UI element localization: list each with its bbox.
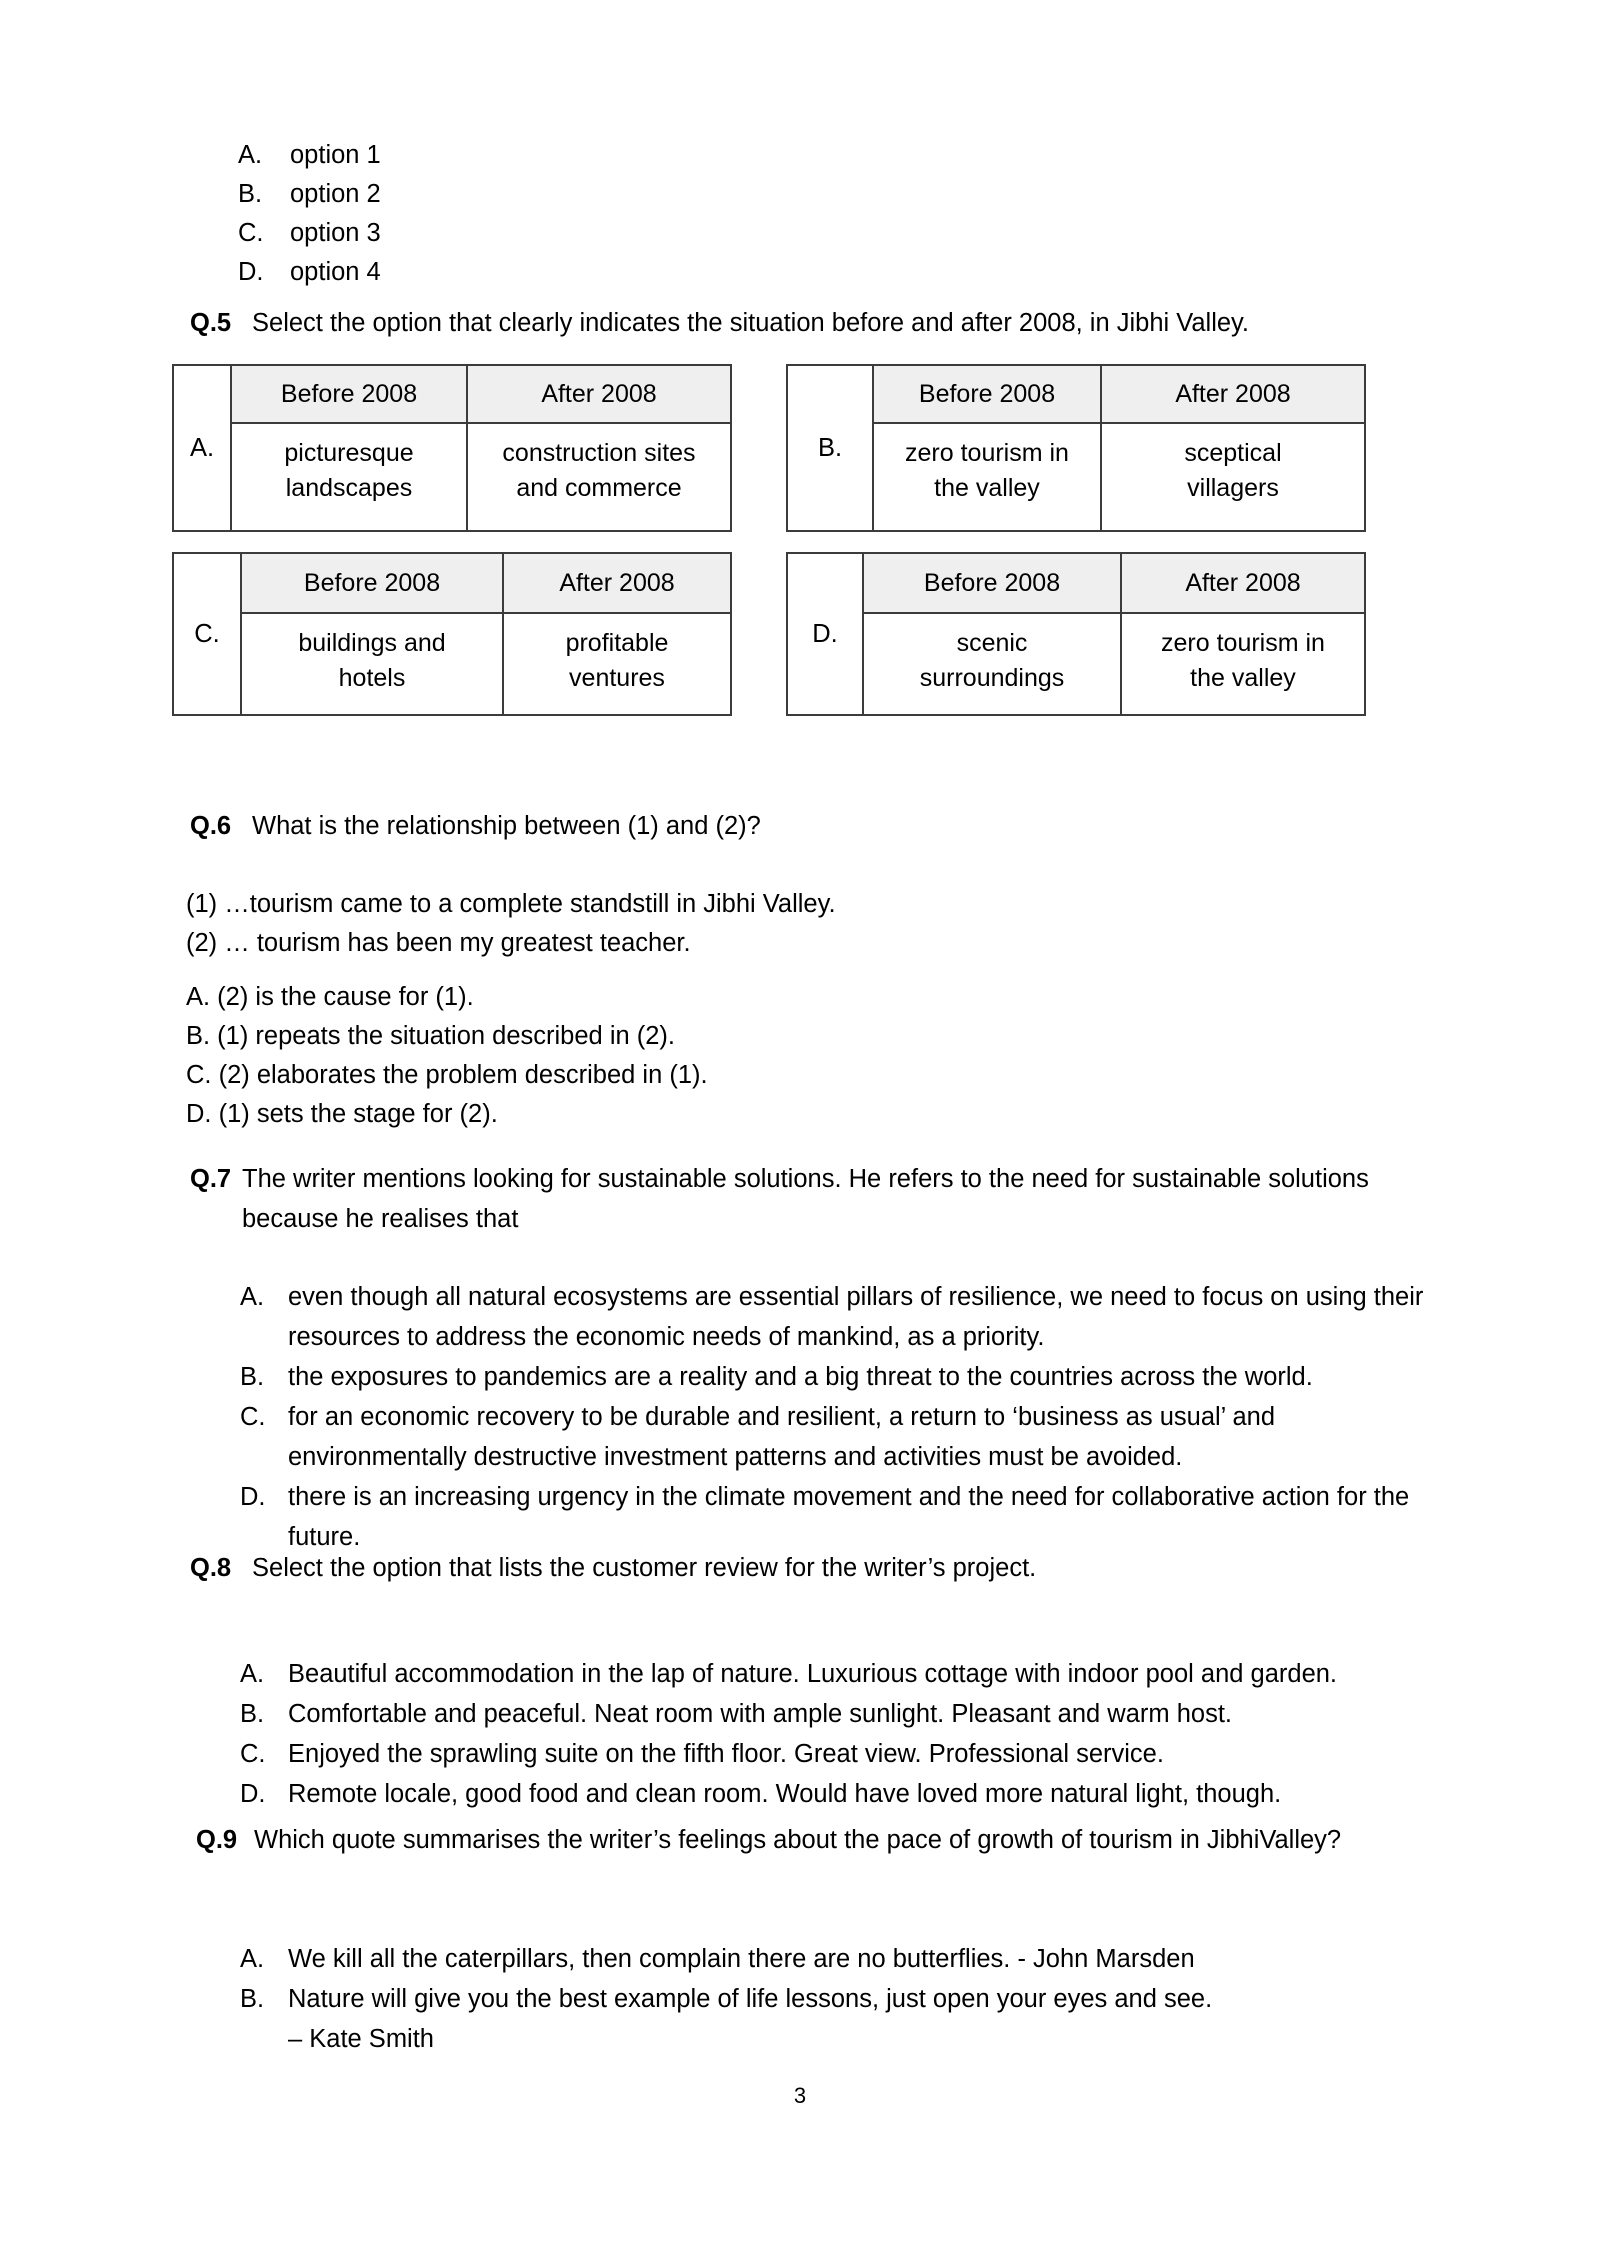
column-header-after: After 2008 [559, 568, 675, 597]
question-text: What is the relationship between (1) and (2)? [252, 812, 761, 840]
option-letter: A. [240, 1660, 265, 1688]
cell-after [504, 614, 730, 714]
column-header-after: After 2008 [1175, 379, 1291, 408]
question-number: Q.9 [196, 1826, 238, 1854]
option-text: even though all natural ecosystems are essential pillars of resilience, we need to focus on using their resources to address the economic needs of mankind, as a priority. [288, 1283, 1424, 1351]
option-b[interactable] [240, 1694, 1440, 1734]
cell-after [468, 424, 730, 530]
option-letter: B. [240, 1985, 265, 2013]
question-number: Q.5 [190, 309, 232, 337]
question-number: Q.7 [190, 1165, 232, 1193]
table-header-row [242, 554, 730, 614]
option-d[interactable] [240, 1774, 1440, 1814]
column-header-before: Before 2008 [874, 366, 1102, 422]
option-text: for an economic recovery to be durable and resilient, a return to ‘business as usual’ and environmentally destructive investment patterns and activities must be avoided. [288, 1403, 1276, 1471]
cell-line: scenic [956, 629, 1028, 657]
option-letter: A. [240, 1945, 265, 1973]
question-text: Which quote summarises the writer’s feelings about the pace of growth of tourism in JibhiValley? [254, 1826, 1342, 1854]
column-header-before: Before 2008 [242, 554, 504, 612]
option-c[interactable]: C. (2) elaborates the problem described in (1). [186, 1061, 708, 1089]
top-option-list [238, 136, 938, 292]
option-b-attribution: – Kate Smith [288, 2025, 434, 2053]
option-text: option 4 [290, 258, 381, 286]
option-c[interactable] [240, 1397, 1440, 1477]
option-text: there is an increasing urgency in the climate movement and the need for collaborative action for the future. [288, 1483, 1410, 1551]
option-letter: B. [240, 1700, 265, 1728]
option-b[interactable] [240, 1979, 1450, 2019]
table-header-row [232, 366, 730, 424]
list-item [238, 253, 938, 292]
question-number: Q.8 [190, 1554, 232, 1582]
question-text: Select the option that lists the customer review for the writer’s project. [252, 1554, 1037, 1582]
q6-statements [186, 885, 1386, 963]
cell-line: buildings and [298, 629, 446, 657]
option-table-c[interactable] [172, 552, 732, 716]
cell-after [1102, 424, 1364, 530]
cell-line: zero tourism in [905, 439, 1069, 467]
column-header-before: Before 2008 [232, 366, 468, 422]
option-d[interactable]: D. (1) sets the stage for (2). [186, 1100, 498, 1128]
q8-option-list [240, 1654, 1440, 1814]
option-letter: D. [240, 1780, 266, 1808]
option-letter: D. [240, 1483, 266, 1511]
option-text: option 3 [290, 219, 381, 247]
option-text: Comfortable and peaceful. Neat room with ample sunlight. Pleasant and warm host. [288, 1700, 1232, 1728]
table-row [874, 424, 1364, 530]
cell-after [1122, 614, 1364, 714]
option-letter: D. [238, 258, 264, 286]
option-a[interactable]: A. (2) is the cause for (1). [186, 983, 474, 1011]
option-letter: B. [240, 1363, 265, 1391]
option-a[interactable] [240, 1654, 1440, 1694]
cell-before [232, 424, 468, 530]
statement-2: (2) … tourism has been my greatest teacher. [186, 929, 691, 957]
option-text: Nature will give you the best example of life lessons, just open your eyes and see. [288, 1985, 1213, 2013]
option-letter: B. [238, 180, 263, 208]
table-header-row [874, 366, 1364, 424]
table-row [242, 614, 730, 714]
cell-line: the valley [934, 474, 1040, 502]
option-c[interactable] [240, 1734, 1440, 1774]
option-letter: C. [238, 219, 264, 247]
table-row-top [172, 364, 1432, 532]
list-item [238, 214, 938, 253]
list-item [238, 136, 938, 175]
option-letter: C. [240, 1403, 266, 1431]
option-text: We kill all the caterpillars, then complain there are no butterflies. - John Marsden [288, 1945, 1195, 1973]
cell-before [242, 614, 504, 714]
option-letter: C. [240, 1740, 266, 1768]
cell-line: ventures [569, 664, 665, 692]
option-d[interactable] [240, 1477, 1440, 1557]
table-header-row [864, 554, 1364, 614]
option-table-b[interactable] [786, 364, 1366, 532]
question-9 [196, 1820, 1466, 1860]
option-letter: A. [238, 141, 263, 169]
question-6 [190, 806, 1450, 846]
option-label: A. [174, 366, 232, 530]
option-table-a[interactable] [172, 364, 732, 532]
page-number: 3 [793, 2083, 807, 2108]
cell-line: landscapes [285, 474, 413, 502]
q5-option-tables [172, 364, 1432, 716]
option-a[interactable] [240, 1939, 1450, 1979]
option-letter: A. [240, 1283, 265, 1311]
option-label: B. [788, 366, 874, 530]
q9-option-list [240, 1939, 1450, 2059]
question-text: The writer mentions looking for sustainable solutions. He refers to the need for sustainable solutions because he realises that [242, 1165, 1369, 1233]
table-row [232, 424, 730, 530]
cell-line: construction sites [502, 439, 696, 467]
option-text: Enjoyed the sprawling suite on the fifth floor. Great view. Professional service. [288, 1740, 1164, 1768]
column-header-before: Before 2008 [864, 554, 1122, 612]
column-header-after: After 2008 [541, 379, 657, 408]
question-text: Select the option that clearly indicates the situation before and after 2008, in Jibhi Valley. [252, 309, 1250, 337]
option-text: option 1 [290, 141, 381, 169]
cell-before [864, 614, 1122, 714]
option-table-d[interactable] [786, 552, 1366, 716]
cell-line: villagers [1187, 474, 1279, 502]
q6-option-list [186, 978, 1386, 1134]
option-text: the exposures to pandemics are a reality and a big threat to the countries across the world. [288, 1363, 1313, 1391]
option-b[interactable] [240, 1357, 1440, 1397]
cell-line: surroundings [919, 664, 1065, 692]
question-7 [190, 1159, 1460, 1239]
option-text: option 2 [290, 180, 381, 208]
q7-option-list [240, 1277, 1440, 1557]
question-5 [190, 303, 1450, 343]
table-row-bottom [172, 552, 1432, 716]
cell-line: zero tourism in [1161, 629, 1325, 657]
option-label: D. [788, 554, 864, 714]
option-b[interactable]: B. (1) repeats the situation described in (2). [186, 1022, 675, 1050]
cell-line: the valley [1190, 664, 1296, 692]
option-label: C. [174, 554, 242, 714]
cell-line: sceptical [1184, 439, 1282, 467]
statement-1: (1) …tourism came to a complete standstill in Jibhi Valley. [186, 890, 836, 918]
option-text: Beautiful accommodation in the lap of nature. Luxurious cottage with indoor pool and garden. [288, 1660, 1338, 1688]
option-a[interactable] [240, 1277, 1440, 1357]
option-text: Remote locale, good food and clean room. Would have loved more natural light, though. [288, 1780, 1282, 1808]
table-row [864, 614, 1364, 714]
cell-line: picturesque [284, 439, 414, 467]
cell-before [874, 424, 1102, 530]
column-header-after: After 2008 [1185, 568, 1301, 597]
list-item [238, 175, 938, 214]
question-8 [190, 1548, 1460, 1588]
cell-line: hotels [338, 664, 406, 692]
question-number: Q.6 [190, 812, 232, 840]
cell-line: profitable [565, 629, 669, 657]
cell-line: and commerce [516, 474, 682, 502]
